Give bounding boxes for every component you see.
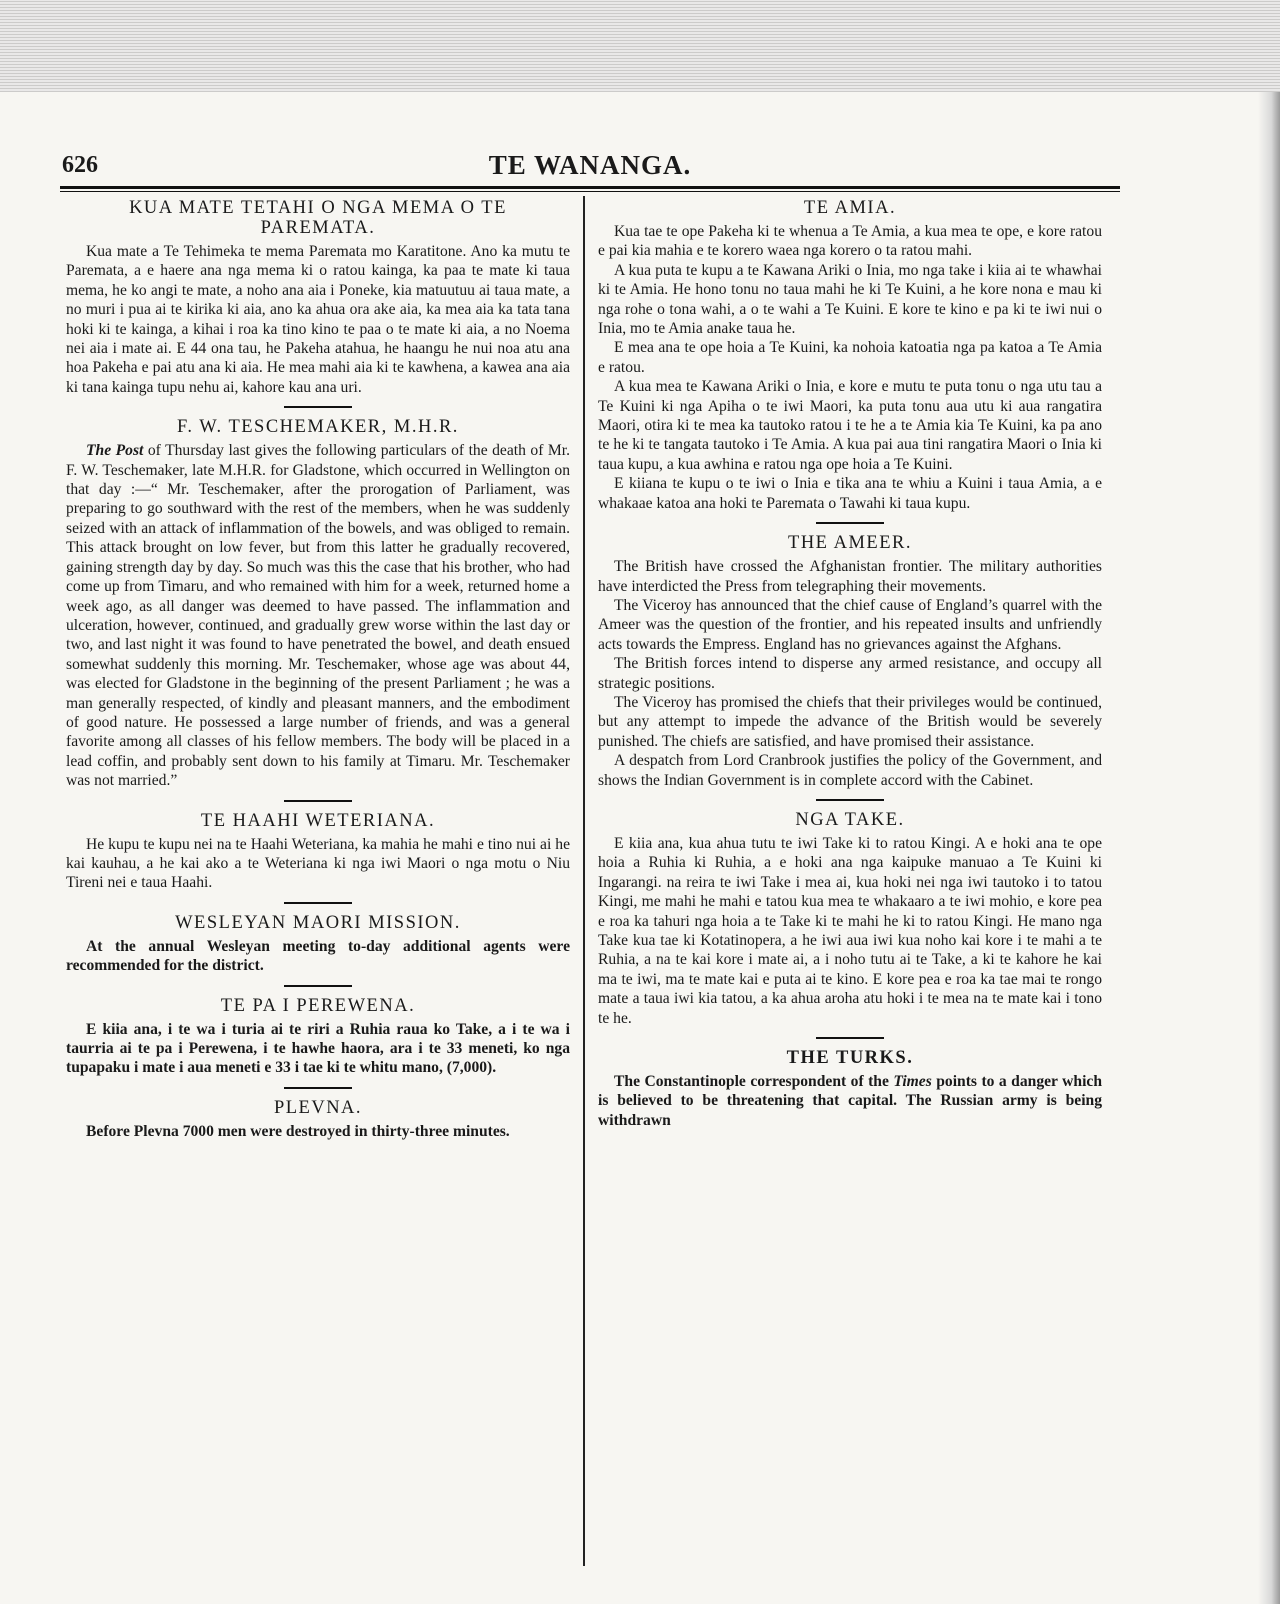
column-divider <box>583 196 585 1566</box>
article-body-pa-perewena: E kiia ana, i te wa i turia ai te riri a Ruhia raua ko Take, a i te wa i taurria ai te pa i Perewena, i te hawhe haora, ara i te 33 meneti, ko nga tupapaku i mate i aua meneti e 33 i tae ki te whitu mano, (7,000). <box>66 1020 570 1077</box>
ameer-paragraph-5: A despatch from Lord Cranbrook justifies the policy of the Government, and shows the Indian Government is in complete accord with the Cabinet. <box>598 752 1102 789</box>
newspaper-name-times: Times <box>893 1073 932 1091</box>
newspaper-name-post: The Post <box>86 442 144 460</box>
te-amia-paragraph-3: E mea ana te ope hoia a Te Kuini, ka nohoia katoatia nga pa katoa a Te Amia e ratou. <box>598 339 1102 376</box>
article-heading-te-amia: TE AMIA. <box>803 198 897 218</box>
article-heading-ameer: THE AMEER. <box>788 533 912 554</box>
article-body-haahi-weteriana: He kupu te kupu nei na te Haahi Weteriana, ka mahia he mahi e tino nui ai he kai kauhau, a he kai ako a te Weteriana ki nga iwi Maori o nga motu o Niu Tireni nei e taua Haahi. <box>66 835 570 892</box>
article-heading-teschemaker: F. W. TESCHEMAKER, M.H.R. <box>177 417 459 438</box>
te-amia-paragraph-1: Kua tae te ope Pakeha ki te whenua a Te Amia, a kua mea te ope, e kore ratou e pai kia mahia e te korero waea nga korero o ta ratou mahi. <box>598 223 1102 260</box>
ameer-paragraph-3: The British forces intend to disperse any armed resistance, and occupy all strategic positions. <box>598 655 1102 692</box>
section-rule <box>816 522 884 524</box>
section-rule <box>816 1037 884 1039</box>
ameer-paragraph-4: The Viceroy has promised the chiefs that their privileges would be continued, but any attempt to impede the advance of the British would be severely punished. The chiefs are satisfied, and have promised their assistance. <box>598 693 1102 750</box>
turks-text-a: The Constantinople correspondent of the <box>614 1073 894 1091</box>
left-column <box>66 192 570 1572</box>
section-rule <box>284 985 352 987</box>
article-body-plevna: Before Plevna 7000 men were destroyed in thirty-three minutes. <box>86 1122 510 1140</box>
masthead <box>60 140 1120 186</box>
section-rule <box>284 1087 352 1089</box>
ameer-paragraph-1: The British have crossed the Afghanistan frontier. The military authorities have interdicted the Press from telegraphing their movements. <box>598 558 1102 595</box>
article-heading-plevna: PLEVNA. <box>273 1097 363 1118</box>
turks-paragraph-1 <box>598 1072 1102 1130</box>
section-rule <box>284 800 352 802</box>
teschemaker-text: of Thursday last gives the following particulars of the death of Mr. F. W. Teschemaker, late M.H.R. for Gladstone, which occurred in Wellington on that day :—“ Mr. Teschemaker, after the prorogation of Parliament, was preparing to go southward with the rest of the members, when he was suddenly seized with an attack of inflammation of the bowels, and was obliged to remain. This attack brought on low fever, but from this latter he gradually recovered, gaining strength day by day. So much was this the case that his brother, who had come up from Timaru, and who remained with him for a week, returned home a week ago, as all danger was deemed to have passed. The inflammation and ulceration, however, continued, and gradually grew worse within the last day or two, and last night it was found to have penetrated the bowel, and death ensued somewhat suddenly this morning. Mr. Teschemaker, whose age was about 44, was elected for Gladstone in the beginning of the present Parliament ; he was a man generally respected, of kindly and pleasant manners, and the embodiment of good nature. He possessed a large number of friends, and was a general favorite among all classes of his fellow members. The body will be placed in a lead coffin, and probably sent down to his family at Timaru. Mr. Teschemaker was not married.” <box>66 442 570 790</box>
article-heading-mema-paremata <box>66 198 570 238</box>
page-number: 626 <box>62 152 98 178</box>
article-body-teschemaker <box>66 441 570 790</box>
article-heading-turks: THE TURKS. <box>786 1048 914 1069</box>
te-amia-paragraph-2: A kua puta te kupu a te Kawana Ariki o Inia, mo nga take i kiia ai te whawhai ki te Amia. He hono tonu no taua mahi he ki Te Kuini, a he kore nona e mau ki nga rohe o tona wahi, a o te wahi a Te Kuini. E kore te kino e pa ki te iwi nui o Inia, mo te Amia anake taua he. <box>598 261 1102 338</box>
article-body-mema-paremata: Kua mate a Te Tehimeka te mema Paremata mo Karatitone. Ano ka mutu te Paremata, a e haere ana nga mema ki o ratou kainga, ka paa te mate ki taua mema, he ko angi te mate, a noho ana aia i Poneke, kia matuutuu ai taua mate, a no muri i pua ai te kirika ki aia, ano ka ahua ora ake aia, ka mea aia ka tata tana hoki ki te kainga, a kihai i roa ka tino kino te paa o te mate ki aia, a no Noema nei aia i mate ai. E 44 ona tau, he Pakeha atahua, he haangu he nui noa atu ana hoa Pakeha e pai atu ana ki aia. He mea mahi aia ki te kawhena, a kawea ana aia ki tana kainga tupu nehu ai, kahore kau ana uri. <box>66 243 570 396</box>
scan-noise-top <box>0 0 1280 92</box>
section-rule <box>284 406 352 408</box>
article-body-wesleyan-mission: At the annual Wesleyan meeting to-day additional agents were recommended for the district. <box>66 937 570 975</box>
ameer-paragraph-2: The Viceroy has announced that the chief cause of England’s quarrel with the Ameer was the question of the frontier, and his repeated insults and unfriendly acts towards the Empress. England has no grievances against the Afghans. <box>598 596 1102 653</box>
right-column <box>598 192 1102 1572</box>
scan-shadow-edge <box>1258 92 1280 1604</box>
article-heading-nga-take: NGA TAKE. <box>795 809 905 830</box>
columns <box>60 192 1120 1572</box>
newspaper-page <box>60 140 1120 1580</box>
heading-line-1: KUA MATE TETAHI O NGA MEMA O TE <box>129 198 507 218</box>
turks-text-b: points to a danger which is believed to be threatening that capital. The Russian army is being withdrawn <box>598 1073 1102 1129</box>
article-heading-pa-perewena: TE PA I PEREWENA. <box>220 995 416 1016</box>
te-amia-paragraph-5: E kiiana te kupu o te iwi o Inia e tika ana te whiu a Kuini i taua Amia, a e whakaae katoa ana hoki te Paremata o Tawahi ki taua kupu. <box>598 475 1102 512</box>
heading-line-2: PAREMATA. <box>260 218 376 238</box>
article-heading-haahi-weteriana: TE HAAHI WETERIANA. <box>200 810 436 831</box>
section-rule <box>284 902 352 904</box>
te-amia-paragraph-4: A kua mea te Kawana Ariki o Inia, e kore e mutu te puta tonu o nga utu tau a Te Kuini ki nga Apiha o te iwi Maori, ka puta tonu aua utu ki aua rangatira Maori, otira ki te mea ka tautoko ratou i te he a te Amia kia Te Kuini, ka pa ano te he ki te tangata tautoko i Te Amia. A kua pai aua tini rangatira Maori o Inia ki taua kupu, a kua awhina e ratou nga ope hoia a Te Kuini. <box>598 378 1102 473</box>
nga-take-paragraph-1: E kiia ana, kua ahua tutu te iwi Take ki to ratou Kingi. A e hoki ana te ope hoia a Ruhia ki Ruhia, a e hoki ana nga kaipuke manuao a Te Kuini ki Ingarangi. na reira te iwi Take i mea ai, kua hoki nei nga iwi tautoko i to tatou Kingi, me mahi he mahi e tatou kua mea te whakaaro a te iwi mohio, e kore pea e roa ka tahuri nga hoia a te Take ki te mahi he ki to ratou Kingi. He mano nga Take kua tae ki Kotatinopera, a he iwi aua iwi kua noho kai kore i te mahi a te Ruhia, a na te kai kore i mate ai, a i noho tutu ai te Take, a ki te kahore he kai ma te iwi, ma te mate kai e puta ai te kino. E kore pea e roa ka tae mai te rongo mate a taua iwi kia tatou, a ka ahua aroha atu hoki i te mea na te mate kai i tono te he. <box>598 834 1102 1027</box>
newspaper-title: TE WANANGA. <box>488 150 692 180</box>
article-heading-wesleyan-mission: WESLEYAN MAORI MISSION. <box>175 912 461 933</box>
section-rule <box>816 799 884 801</box>
